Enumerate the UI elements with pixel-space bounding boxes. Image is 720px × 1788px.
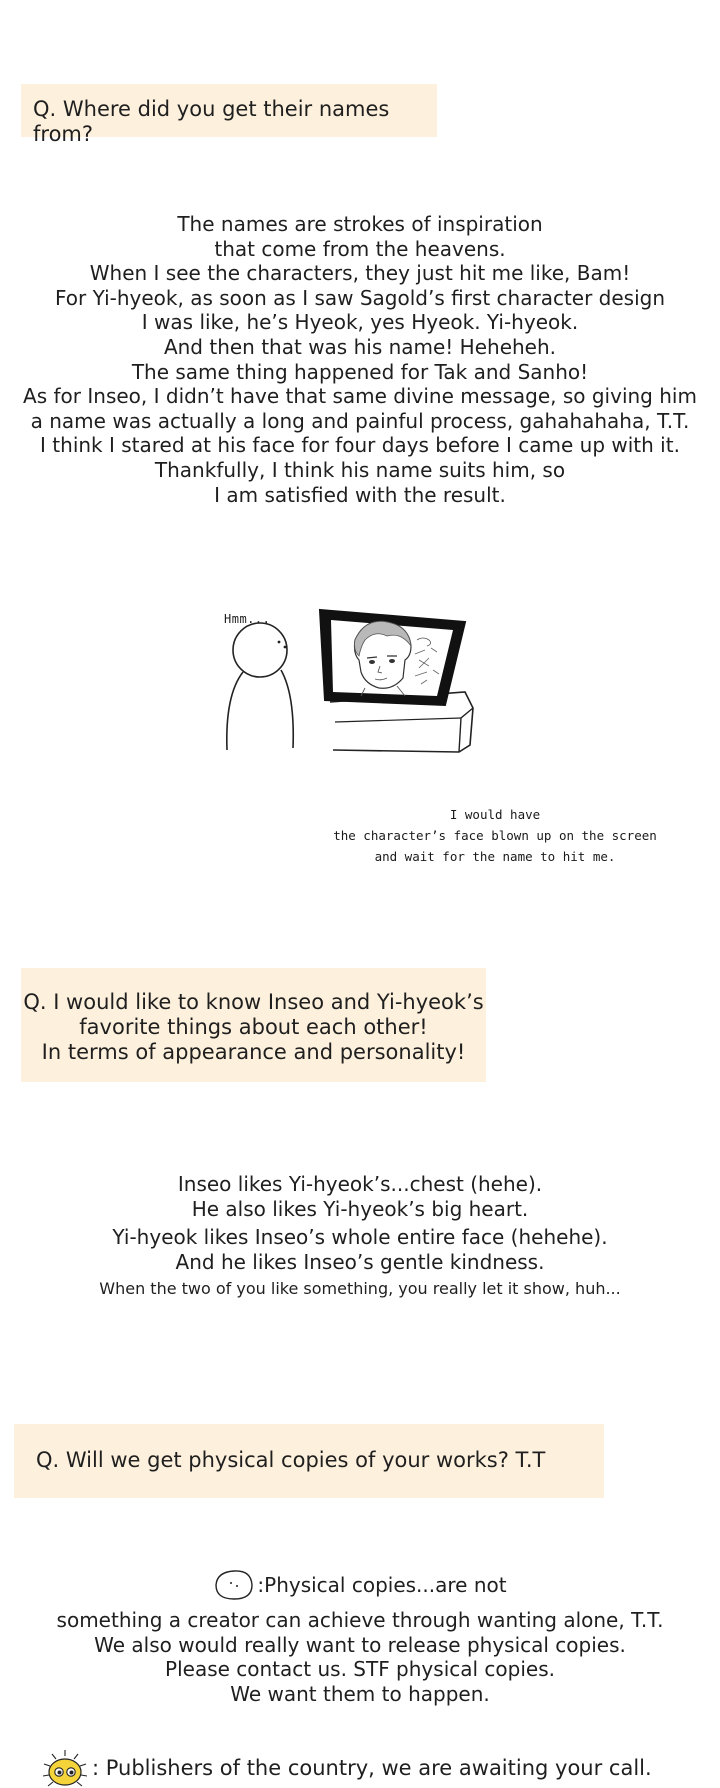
sun-character-icon (40, 1748, 90, 1788)
answer-2 (0, 1172, 720, 1300)
answer-1-line: The names are strokes of inspiration (177, 212, 543, 236)
answer-1-line: As for Inseo, I didn’t have that same divine message, so giving him (23, 384, 697, 409)
answer-2-line: Inseo likes Yi-hyeok’s...chest (hehe). (177, 1172, 543, 1196)
answer-3-line: Please contact us. STF physical copies. (165, 1657, 555, 1682)
speech-hmm: Hmm... (224, 612, 271, 626)
question-2-line: Q. I would like to know Inseo and Yi-hyeok’s (23, 990, 484, 1014)
answer-3-line: We want them to happen. (230, 1682, 490, 1707)
question-2-line: In terms of appearance and personality! (41, 1040, 466, 1064)
answer-1-line: Thankfully, I think his name suits him, so (154, 457, 566, 482)
answer-1 (0, 212, 720, 507)
answer-2-line: He also likes Yi-hyeok’s big heart. (191, 1196, 529, 1221)
answer-2-aside: When the two of you like something, you really let it show, huh... (99, 1279, 621, 1299)
question-1-text: Q. Where did you get their names from? (33, 97, 390, 146)
answer-1-line: I was like, he’s Hyeok, yes Hyeok. Yi-hyeok. (141, 310, 579, 335)
caption-line: and wait for the name to hit me. (374, 849, 616, 864)
answer-3-line: :Physical copies...are not (257, 1572, 507, 1597)
question-box-1 (21, 84, 437, 146)
answer-1-line: When I see the characters, they just hit me like, Bam! (89, 261, 631, 286)
question-2-line: favorite things about each other! (79, 1015, 428, 1039)
illustration-caption (320, 804, 670, 867)
final-line-text: : Publishers of the country, we are awaiting your call. (92, 1756, 652, 1780)
answer-3-line: We also would really want to release physical copies. (94, 1632, 626, 1657)
question-box-2 (21, 968, 486, 1082)
answer-1-line: The same thing happened for Tak and Sanho! (131, 359, 589, 384)
blob-character-icon (213, 1568, 255, 1602)
answer-2-line: And he likes Inseo’s gentle kindness. (175, 1249, 545, 1274)
question-3-text: Q. Will we get physical copies of your works? T.T (36, 1448, 546, 1472)
answer-1-line: a name was actually a long and painful process, gahahahaha, T.T. (30, 408, 690, 433)
answer-3 (0, 1568, 720, 1707)
author-staring-at-monitor-illustration (215, 600, 485, 775)
caption-line: I would have (449, 807, 541, 822)
answer-3-line: something a creator can achieve through wanting alone, T.T. (56, 1607, 664, 1632)
answer-1-line: I think I stared at his face for four days before I came up with it. (40, 433, 680, 458)
answer-2-line: Yi-hyeok likes Inseo’s whole entire face (hehehe). (112, 1225, 608, 1250)
answer-1-line: And then that was his name! Heheheh. (163, 334, 557, 359)
answer-1-line: I am satisfied with the result. (214, 482, 506, 507)
answer-1-line: For Yi-hyeok, as soon as I saw Sagold’s first character design (54, 285, 666, 310)
answer-1-line: that come from the heavens. (214, 236, 506, 261)
caption-line: the character’s face blown up on the screen (333, 828, 657, 843)
question-box-3 (14, 1424, 604, 1498)
